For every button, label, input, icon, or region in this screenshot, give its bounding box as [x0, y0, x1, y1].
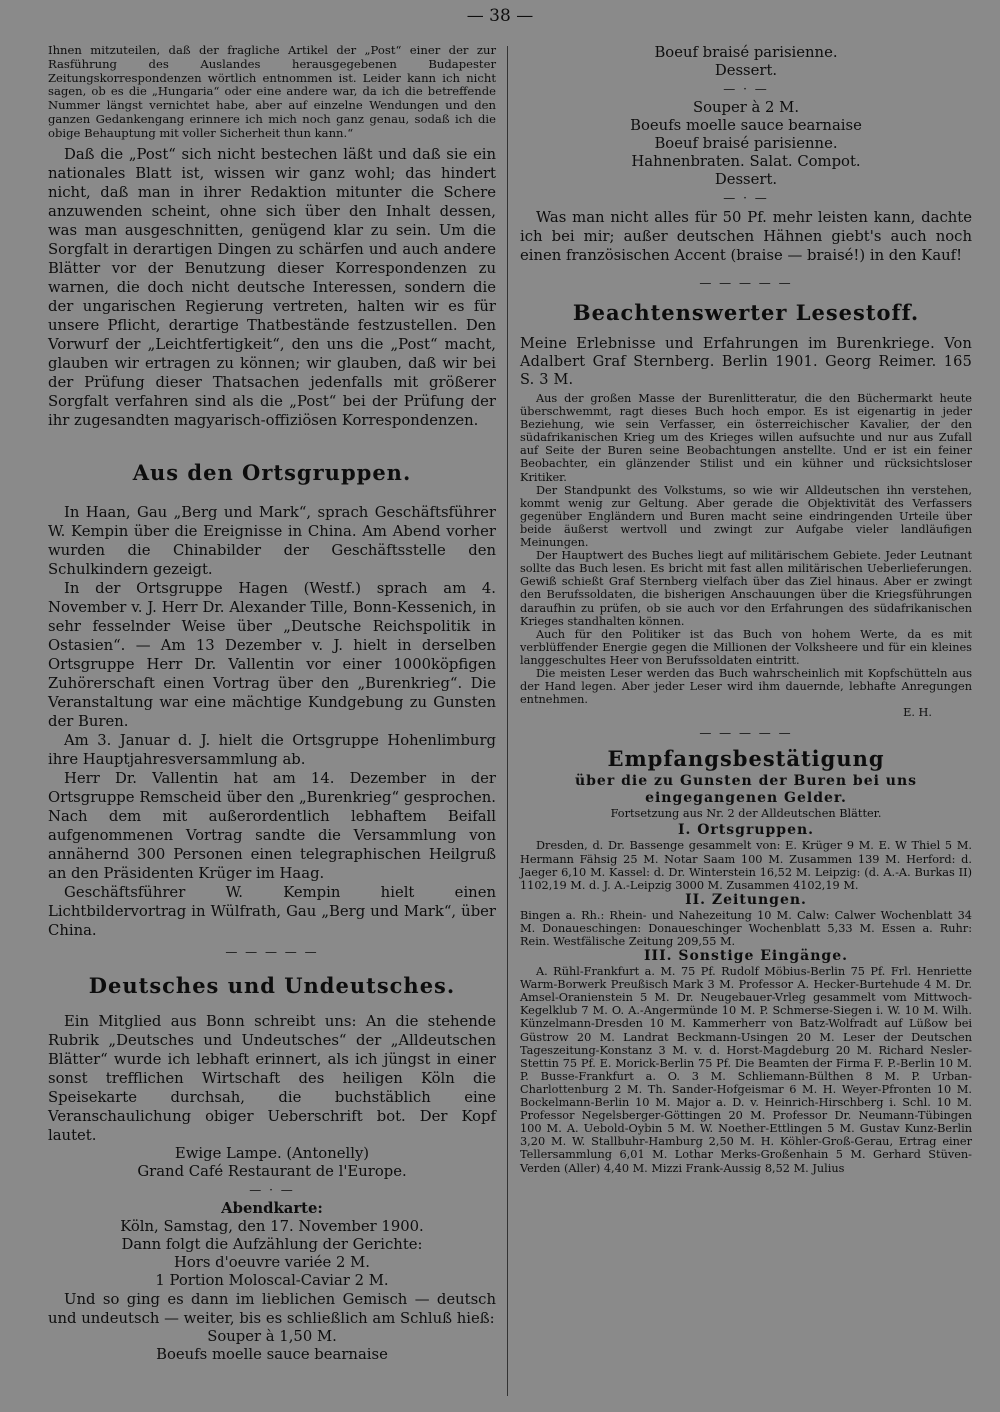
ortsgruppen-paragraph: In der Ortsgruppe Hagen (Westf.) sprach am 4. November v. J. Herr Dr. Alexander Tille, Bonn-Kessenich, in sehr fesselnder Weise über „Deutsche Reichspolitik in Ostasien“. — Am 13 Dezember v. J. hielt in derselben Ortsgruppe Herr Dr. Vallentin vor einer 1000köpfigen Zuhörerschaft einen Vortrag über den „Burenkrieg“. Die Veranstaltung war eine mächtige Kundgebung zu Gunsten der Buren. [48, 579, 496, 730]
group-title: III. Sonstige Eingänge. [643, 948, 849, 965]
review-paragraph: Auch für den Politiker ist das Buch von hohem Werte, da es mit verblüffender Energie gegen die Millionen der Volksheere und für ein kleines langgeschultes Heer von Berufssoldaten eintritt. [520, 627, 972, 667]
column-divider [507, 46, 508, 1396]
review-signature: E. H. [903, 706, 932, 720]
menu-item: 1 Portion Moloscal-Caviar 2 M. [155, 1271, 389, 1289]
page-number: — 38 — [466, 6, 534, 26]
empfang-note: Fortsetzung aus Nr. 2 der Alldeutschen Blätter. [610, 807, 882, 821]
menu-head-line: Grand Café Restaurant de l'Europe. [137, 1162, 407, 1180]
deutsches-intro: Ein Mitglied aus Bonn schreibt uns: An die stehende Rubrik „Deutsches und Undeutsches“ der „Alldeutschen Blätter“ wurde ich lebhaft erinnert, als ich jüngst in einer sonst trefflichen Wirtschaft des heiligen Köln die Speisekarte durchsah, die buchstäblich eine Veranschaulichung obiger Ueberschrift bot. Der Kopf lautet. [48, 1012, 496, 1144]
ortsgruppen-paragraph: Am 3. Januar d. J. hielt die Ortsgruppe Hohenlimburg ihre Hauptjahresversammlung ab. [48, 731, 496, 768]
section-title-deutsches: Deutsches und Undeutsches. [88, 972, 456, 998]
review-paragraph: Die meisten Leser werden das Buch wahrscheinlich mit Kopfschütteln aus der Hand legen. Aber jeder Leser wird ihm dauernde, lebhafte Anregungen entnehmen. [520, 666, 972, 707]
group-text: Bingen a. Rh.: Rhein- und Nahezeitung 10 M. Calw: Calwer Wochenblatt 34 M. Donaueschingen: Donaueschinger Wochenblatt 5,33 M. Essen a. Ruhr: Rein. Westfälische Zeitung 209,55 M. [520, 908, 972, 948]
section-divider: — — — — — [225, 944, 319, 959]
left-column [48, 44, 496, 1364]
review-paragraph: Aus der großen Masse der Burenlitteratur, die den Büchermarkt heute überschwemmt, ragt dieses Buch hoch empor. Es ist eigenartig in jeder Beziehung, wie sein Verfasser, ein österreichischer Kavalier, der den südafrikanischen Krieg um des Krieges willen aufsuchte und nur aus Zufall auf Seite der Buren seine Beobachtungen anstellte. Und er ist ein feiner Beobachter, ein glänzender Stilist und ein kühner und rücksichtsloser Kritiker. [520, 392, 972, 484]
book-entry: Meine Erlebnisse und Erfahrungen im Burenkriege. Von Adalbert Graf Sternberg. Berlin 1901. Georg Reimer. 165 S. 3 M. [520, 336, 972, 388]
right-column [520, 44, 972, 1175]
menu-souper-line: Souper à 1,50 M. [207, 1327, 337, 1345]
menu-comment: Was man nicht alles für 50 Pf. mehr leisten kann, dachte ich bei mir; außer deutschen Hähnen giebt's auch noch einen französischen Accent (braise — braisé!) in den Kauf! [520, 209, 972, 264]
group-text: A. Rühl-Frankfurt a. M. 75 Pf. Rudolf Möbius-Berlin 75 Pf. Frl. Henriette Warm-Borwerk Preußisch Mark 3 M. Professor A. Hecker-Burtehude 4 M. Dr. Amsel-Oranienstein 5 M. Dr. Neugebauer-Vrleg gesammelt vom Mittwoch-Kegelklub 7 M. O. A.-Angermünde 10 M. P. Schmerse-Siegen i. W. 10 M. Wilh. Künzelmann-Dresden 10 M. Kammerherr von Batz-Wolfradt auf Lüßow bei Güstrow 20 M. Landrat Beckmann-Usingen 20 M. Leser der Deutschen Tageszeitung-Konstanz 3 M. v. d. Horst-Magdeburg 20 M. Richard Nesler-Stettin 75 Pf. E. Morick-Berlin 75 Pf. Die Beamten der Firma F. P.-Berlin 10 M. P. Busse-Frankfurt a. O. 3 M. Schliemann-Bülthen 8 M. P. Urban-Charlottenburg 2 M. Th. Sander-Hofgeismar 6 M. H. Weyer-Pfronten 10 M. Bockelmann-Berlin 10 M. Major a. D. v. Heinrich-Hirschberg i. Schl. 10 M. Professor Negelsberger-Göttingen 20 M. Professor Dr. Neumann-Tübingen 100 M. A. Uebold-Oybin 5 M. W. Noether-Ettlingen 5 M. Gustav Kunz-Berlin 3,20 M. W. Stallbuhr-Hamburg 2,50 M. H. Köhler-Groß-Gerau, Ertrag einer Tellersammlung 6,01 M. Lothar Merks-Großenhain 5 M. Gerhard Stüven-Verden (Aller) 4,40 M. Mizzi Frank-Aussig 8,52 M. Julius [520, 965, 972, 1175]
empfang-subtitle: über die zu Gunsten der Buren bei uns [574, 773, 918, 790]
empfang-subtitle: eingegangenen Gelder. [645, 790, 847, 807]
section-divider: — — — — — [699, 276, 793, 290]
intro-quote: Ihnen mitzuteilen, daß der fragliche Artikel der „Post“ einer der zur Rasführung des Auslandes herausgegebenen Budapester Zeitungskorrespondenzen wörtlich entnommen ist. Leider kann ich nicht sagen, ob es die „Hungaria“ oder eine andere war, da ich die betreffende Nummer längst vernichtet habe, aber auf einzelne Wendungen und den ganzen Gedankengang erinnere ich mich noch ganz genau, sodaß ich die obige Behauptung mit voller Sicherheit thun kann.“ [48, 43, 496, 140]
menu-souper2-line: Boeufs moelle sauce bearnaise [630, 117, 862, 134]
menu-head-line: Ewige Lampe. (Antonelly) [174, 1144, 370, 1162]
group-text: Dresden, d. Dr. Bassenge gesammelt von: E. Krüger 9 M. E. W Thiel 5 M. Hermann Fähsig 25 M. Notar Saam 100 M. Zusammen 139 M. Herford: d. Jaeger 6,10 M. Kassel: d. Dr. Winterstein 16,52 M. Leipzig: (d. A.-A. Burkas II) 1102,19 M. d. J. A.-Leipzig 3000 M. Zusammen 4102,19 M. [520, 839, 972, 892]
menu-dann: Dann folgt die Aufzählung der Gerichte: [121, 1235, 423, 1253]
ortsgruppen-paragraph: Geschäftsführer W. Kempin hielt einen Lichtbildervortrag in Wülfrath, Gau „Berg und Mark“, über China. [48, 883, 496, 939]
section-divider: — — — — — [699, 726, 793, 741]
menu-divider: — · — [723, 82, 769, 96]
menu-cont-line: Boeuf braisé parisienne. [654, 44, 838, 61]
menu-item: Hors d'oeuvre variée 2 M. [174, 1253, 370, 1271]
menu-divider: — · — [723, 191, 769, 205]
menu-souper2-line: Hahnenbraten. Salat. Compot. [631, 153, 861, 170]
section-title-empfang: Empfangsbestätigung [607, 746, 885, 772]
menu-cont-line: Dessert. [714, 62, 778, 79]
menu-transition: Und so ging es dann im lieblichen Gemisch — deutsch und undeutsch — weiter, bis es schließlich am Schluß hieß: [48, 1290, 496, 1327]
section-title-ortsgruppen: Aus den Ortsgruppen. [132, 459, 412, 485]
menu-divider: — · — [249, 1182, 295, 1197]
section-title-lesestoff: Beachtenswerter Lesestoff. [572, 300, 920, 325]
menu-date: Köln, Samstag, den 17. November 1900. [120, 1217, 424, 1235]
review-paragraph: Der Standpunkt des Volkstums, so wie wir Alldeutschen ihn verstehen, kommt wenig zur Geltung. Aber gerade die Objektivität des Verfassers gegenüber Engländern und Buren macht seine eindringenden Urteile über beide äußerst wertvoll und zwingt zur Aufgabe vieler landläufigen Meinungen. [520, 483, 972, 550]
menu-souper2-line: Souper à 2 M. [692, 99, 800, 116]
group-title: II. Zeitungen. [685, 891, 807, 908]
review-paragraph: Der Hauptwert des Buches liegt auf militärischem Gebiete. Jeder Leutnant sollte das Buch lesen. Es bricht mit fast allen militärischen Ueberlieferungen. Gewiß schießt Graf Sternberg vielfach über das Ziel hinaus. Aber er zwingt den Berufssoldaten, die bisherigen Anschauungen über die Kriegsführungen daraufhin zu prüfen, ob sie auch vor den Erfahrungen des südafrikanischen Krieges standhalten können. [520, 549, 972, 628]
menu-souper2-line: Boeuf braisé parisienne. [654, 135, 838, 152]
menu-souper2-line: Dessert. [714, 171, 778, 188]
group-title: I. Ortsgruppen. [677, 822, 815, 839]
ortsgruppen-paragraph: In Haan, Gau „Berg und Mark“, sprach Geschäftsführer W. Kempin über die Ereignisse in China. Am Abend vorher wurden die Chinabilder der Geschäftsstelle den Schulkindern gezeigt. [48, 503, 496, 578]
intro-paragraph: Daß die „Post“ sich nicht bestechen läßt und daß sie ein nationales Blatt ist, wissen wir ganz wohl; das hindert nicht, daß man in ihrer Redaktion mitunter die Schere anzuwenden scheint, ohne sich über den Inhalt dessen, was man ausgeschnitten, genügend klar zu sein. Um die Sorgfalt in derartigen Dingen zu schärfen und auch andere Blätter vor der Benutzung dieser Korrespondenzen zu warnen, die doch nicht deutsche Interessen, sondern die der ungarischen Regierung vertreten, halten wir es für unsere Pflicht, derartige Thatbestände festzustellen. Den Vorwurf der „Leichtfertigkeit“, den uns die „Post“ macht, glauben wir ertragen zu können; wir glauben, daß wir bei der Prüfung dieser Thatsachen jedenfalls mit größerer Sorgfalt verfahren sind als die „Post“ bei der Prüfung der ihr zugesandten magyarisch-offiziösen Korrespondenzen. [48, 145, 496, 429]
menu-abendkarte: Abendkarte: [221, 1199, 323, 1217]
ortsgruppen-paragraph: Herr Dr. Vallentin hat am 14. Dezember in der Ortsgruppe Remscheid über den „Burenkrieg“ gesprochen. Nach dem mit außerordentlich lebhaftem Beifall aufgenommenen Vortrag sandte die Versammlung von annähernd 300 Personen einen telegraphischen Heilgruß an den Präsidenten Krüger im Haag. [48, 769, 496, 882]
menu-souper-line: Boeufs moelle sauce bearnaise [156, 1345, 388, 1363]
